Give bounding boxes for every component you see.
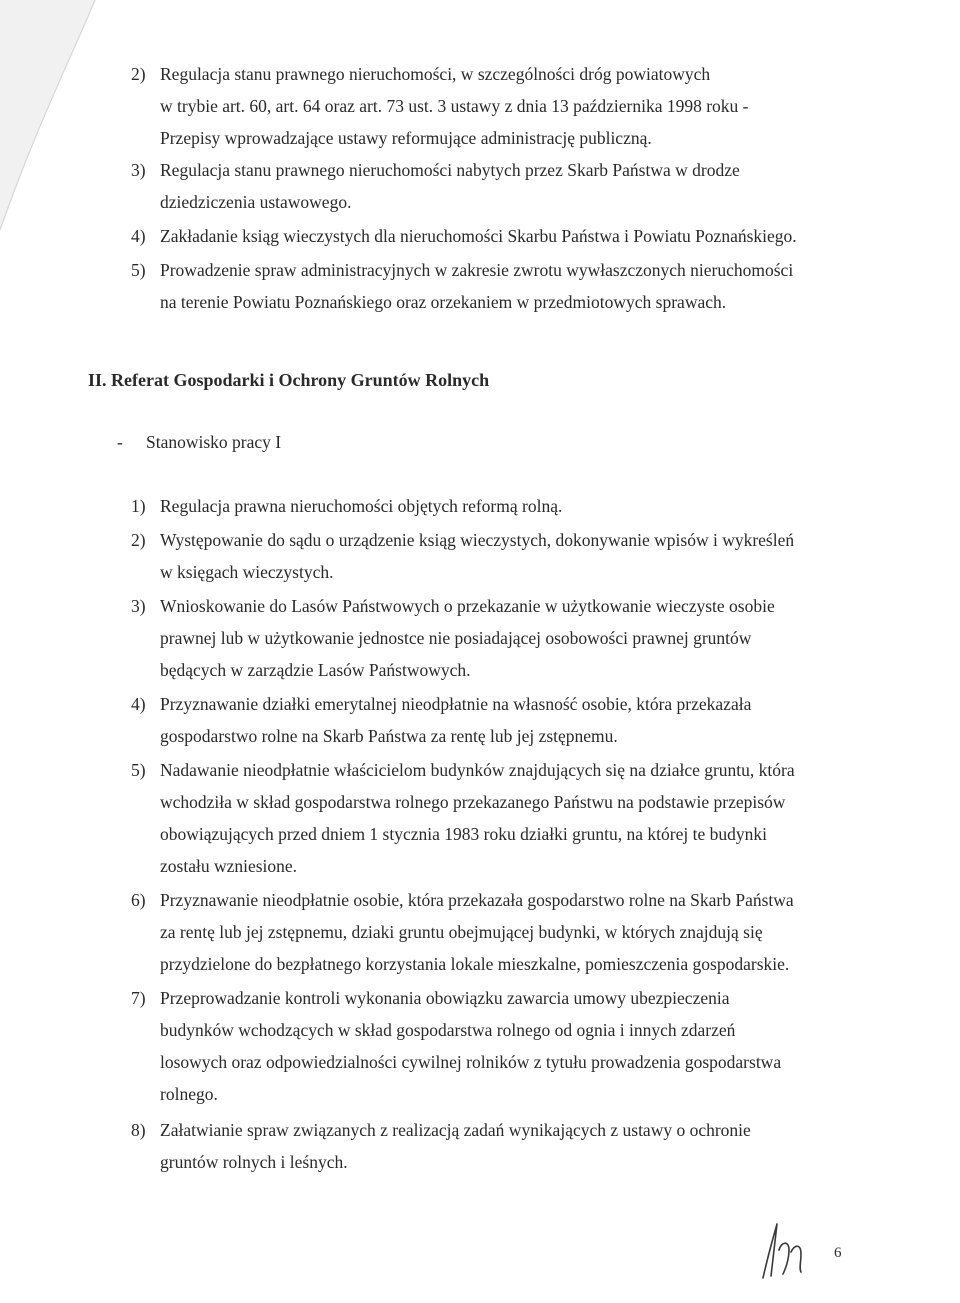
item-text-line: Przyznawanie działki emerytalnej nieodpłatnie na własność osobie, która przekazała <box>160 694 752 714</box>
handwritten-initials-signature <box>755 1220 815 1280</box>
item-number: 5) <box>131 760 146 780</box>
item-text-line: zostału wzniesione. <box>160 856 298 876</box>
item-text-line: Przepisy wprowadzające ustawy reformujące administrację publiczną. <box>160 128 652 148</box>
item-text-line: Przeprowadzanie kontroli wykonania obowiązku zawarcia umowy ubezpieczenia <box>160 988 730 1008</box>
item-text-line: dziedziczenia ustawowego. <box>160 192 352 212</box>
item-text-line: obowiązujących przed dniem 1 stycznia 1983 roku działki gruntu, na której te budynki <box>160 824 767 844</box>
item-text-line: Regulacja stanu prawnego nieruchomości nabytych przez Skarb Państwa w drodze <box>160 160 740 180</box>
item-text-line: Regulacja stanu prawnego nieruchomości, w szczególności dróg powiatowych <box>160 64 711 84</box>
item-text-line: na terenie Powiatu Poznańskiego oraz orzekaniem w przedmiotowych sprawach. <box>160 292 727 312</box>
item-text-line: Nadawanie nieodpłatnie właścicielom budynków znajdujących się na działce gruntu, która <box>160 760 795 780</box>
subheading-dash: - <box>117 432 123 452</box>
item-text-line: losowych oraz odpowiedzialności cywilnej rolników z tytułu prowadzenia gospodarstwa <box>160 1052 782 1072</box>
item-text-line: gospodarstwo rolne na Skarb Państwa za rentę lub jej zstępnemu. <box>160 726 618 746</box>
item-text-line: w trybie art. 60, art. 64 oraz art. 73 ust. 3 ustawy z dnia 13 października 1998 roku - <box>160 96 749 116</box>
item-number: 3) <box>131 160 146 180</box>
item-number: 4) <box>131 226 146 246</box>
page-number: 6 <box>834 1245 842 1261</box>
item-text-line: w księgach wieczystych. <box>160 562 334 582</box>
item-text-line: wchodziła w skład gospodarstwa rolnego przekazanego Państwu na podstawie przepisów <box>160 792 786 812</box>
item-text-line: będących w zarządzie Lasów Państwowych. <box>160 660 471 680</box>
item-number: 8) <box>131 1120 146 1140</box>
item-text-line: Regulacja prawna nieruchomości objętych reformą rolną. <box>160 496 563 516</box>
item-text-line: Przyznawanie nieodpłatnie osobie, która przekazała gospodarstwo rolne na Skarb Państwa <box>160 890 794 910</box>
item-number: 2) <box>131 64 146 84</box>
item-text-line: Wnioskowanie do Lasów Państwowych o przekazanie w użytkowanie wieczyste osobie <box>160 596 775 616</box>
scan-edge-shadow <box>0 0 150 260</box>
item-text-line: Załatwianie spraw związanych z realizacją zadań wynikających z ustawy o ochronie <box>160 1120 751 1140</box>
item-number: 4) <box>131 694 146 714</box>
item-number: 3) <box>131 596 146 616</box>
item-number: 7) <box>131 988 146 1008</box>
item-text-line: Zakładanie ksiąg wieczystych dla nieruchomości Skarbu Państwa i Powiatu Poznańskiego. <box>160 226 797 246</box>
item-text-line: prawnej lub w użytkowanie jednostce nie posiadającej osobowości prawnej gruntów <box>160 628 752 648</box>
item-text-line: gruntów rolnych i leśnych. <box>160 1152 348 1172</box>
item-text-line: rolnego. <box>160 1084 218 1104</box>
item-text-line: Prowadzenie spraw administracyjnych w zakresie zwrotu wywłaszczonych nieruchomości <box>160 260 794 280</box>
item-text-line: Występowanie do sądu o urządzenie ksiąg wieczystych, dokonywanie wpisów i wykreśleń <box>160 530 795 550</box>
section-heading: II. Referat Gospodarki i Ochrony Gruntów Rolnych <box>88 370 490 390</box>
item-number: 6) <box>131 890 146 910</box>
item-number: 5) <box>131 260 146 280</box>
item-text-line: budynków wchodzących w skład gospodarstwa rolnego od ognia i innych zdarzeń <box>160 1020 736 1040</box>
subheading: Stanowisko pracy I <box>146 432 282 452</box>
item-number: 2) <box>131 530 146 550</box>
item-number: 1) <box>131 496 146 516</box>
item-text-line: przydzielone do bezpłatnego korzystania lokale mieszkalne, pomieszczenia gospodarskie. <box>160 954 790 974</box>
item-text-line: za rentę lub jej zstępnemu, dziaki gruntu obejmującej budynki, w których znajdują się <box>160 922 763 942</box>
